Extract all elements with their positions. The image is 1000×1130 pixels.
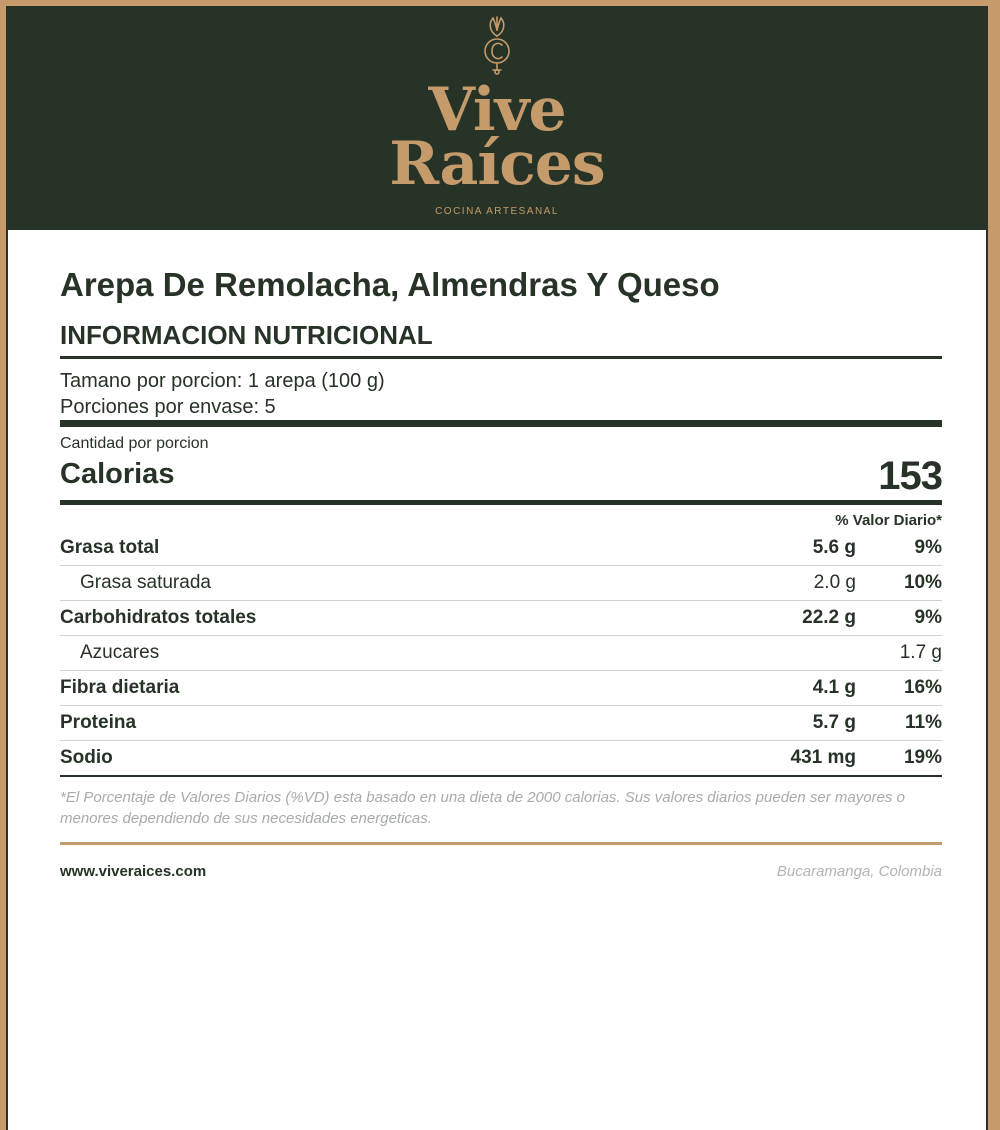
nutrient-amount: 5.6 g <box>812 537 856 558</box>
website-link[interactable]: www.viveraices.com <box>60 863 207 880</box>
nutrient-amount: 22.2 g <box>802 607 856 628</box>
nutrient-name: Fibra dietaria <box>60 677 180 698</box>
nutrient-daily-value: 9% <box>914 537 942 558</box>
divider-medium <box>60 500 942 505</box>
amount-per-serving: Cantidad por porcion <box>60 435 209 452</box>
nutrient-row-fibra <box>60 670 942 706</box>
nutrient-name: Carbohidratos totales <box>60 607 257 628</box>
serving-size: Tamano por porcion: 1 arepa (100 g) <box>60 370 385 392</box>
nutrient-name: Grasa total <box>60 537 160 558</box>
botanical-c-emblem-icon <box>480 14 514 76</box>
brand-header <box>8 6 986 230</box>
nutrient-name: Sodio <box>60 747 113 768</box>
nutrient-amount: 2.0 g <box>813 572 856 593</box>
brand-name-line2: Raíces <box>389 129 605 199</box>
nutrient-daily-value: 16% <box>903 677 942 698</box>
nutrient-daily-value: 10% <box>903 572 942 593</box>
calories-value: 153 <box>878 454 942 498</box>
nutrient-row-proteina <box>60 705 942 741</box>
daily-value-footnote: *El Porcentaje de Valores Diarios (%VD) esta basado en una dieta de 2000 calorias. Sus valores diarios pueden ser mayores o menores dependiendo de sus necesidades energeticas. <box>60 789 905 827</box>
nutrient-name: Proteina <box>60 712 137 733</box>
nutrient-row-azucares <box>60 635 942 671</box>
nutrient-amount: 5.7 g <box>812 712 856 733</box>
calories-label: Calorias <box>60 458 175 490</box>
divider-thin <box>60 356 942 359</box>
servings-per-container: Porciones por envase: 5 <box>60 396 276 418</box>
product-title: Arepa De Remolacha, Almendras Y Queso <box>60 266 720 303</box>
nutrient-row-carbohidratos <box>60 600 942 636</box>
daily-value-header: % Valor Diario* <box>835 512 942 529</box>
divider-thick <box>60 420 942 427</box>
location-text: Bucaramanga, Colombia <box>776 863 942 880</box>
panel-heading: INFORMACION NUTRICIONAL <box>60 320 433 350</box>
footer-divider <box>60 842 942 845</box>
nutrient-daily-value: 9% <box>914 607 942 628</box>
brand-tagline: COCINA ARTESANAL <box>435 206 559 217</box>
nutrient-daily-value: 1.7 g <box>899 642 942 663</box>
nutrient-row-grasa-saturada <box>60 565 942 601</box>
nutrition-card <box>6 6 988 1130</box>
nutrient-daily-value: 11% <box>905 712 942 733</box>
nutrient-row-sodio <box>60 740 942 777</box>
nutrient-amount: 431 mg <box>790 747 856 768</box>
nutrient-name: Azucares <box>80 642 160 663</box>
nutrient-amount: 4.1 g <box>812 677 856 698</box>
nutrient-row-grasa-total <box>60 530 942 566</box>
nutrient-daily-value: 19% <box>903 747 942 768</box>
nutrient-name: Grasa saturada <box>80 572 211 593</box>
brand-name-line1: Vive <box>428 75 566 145</box>
